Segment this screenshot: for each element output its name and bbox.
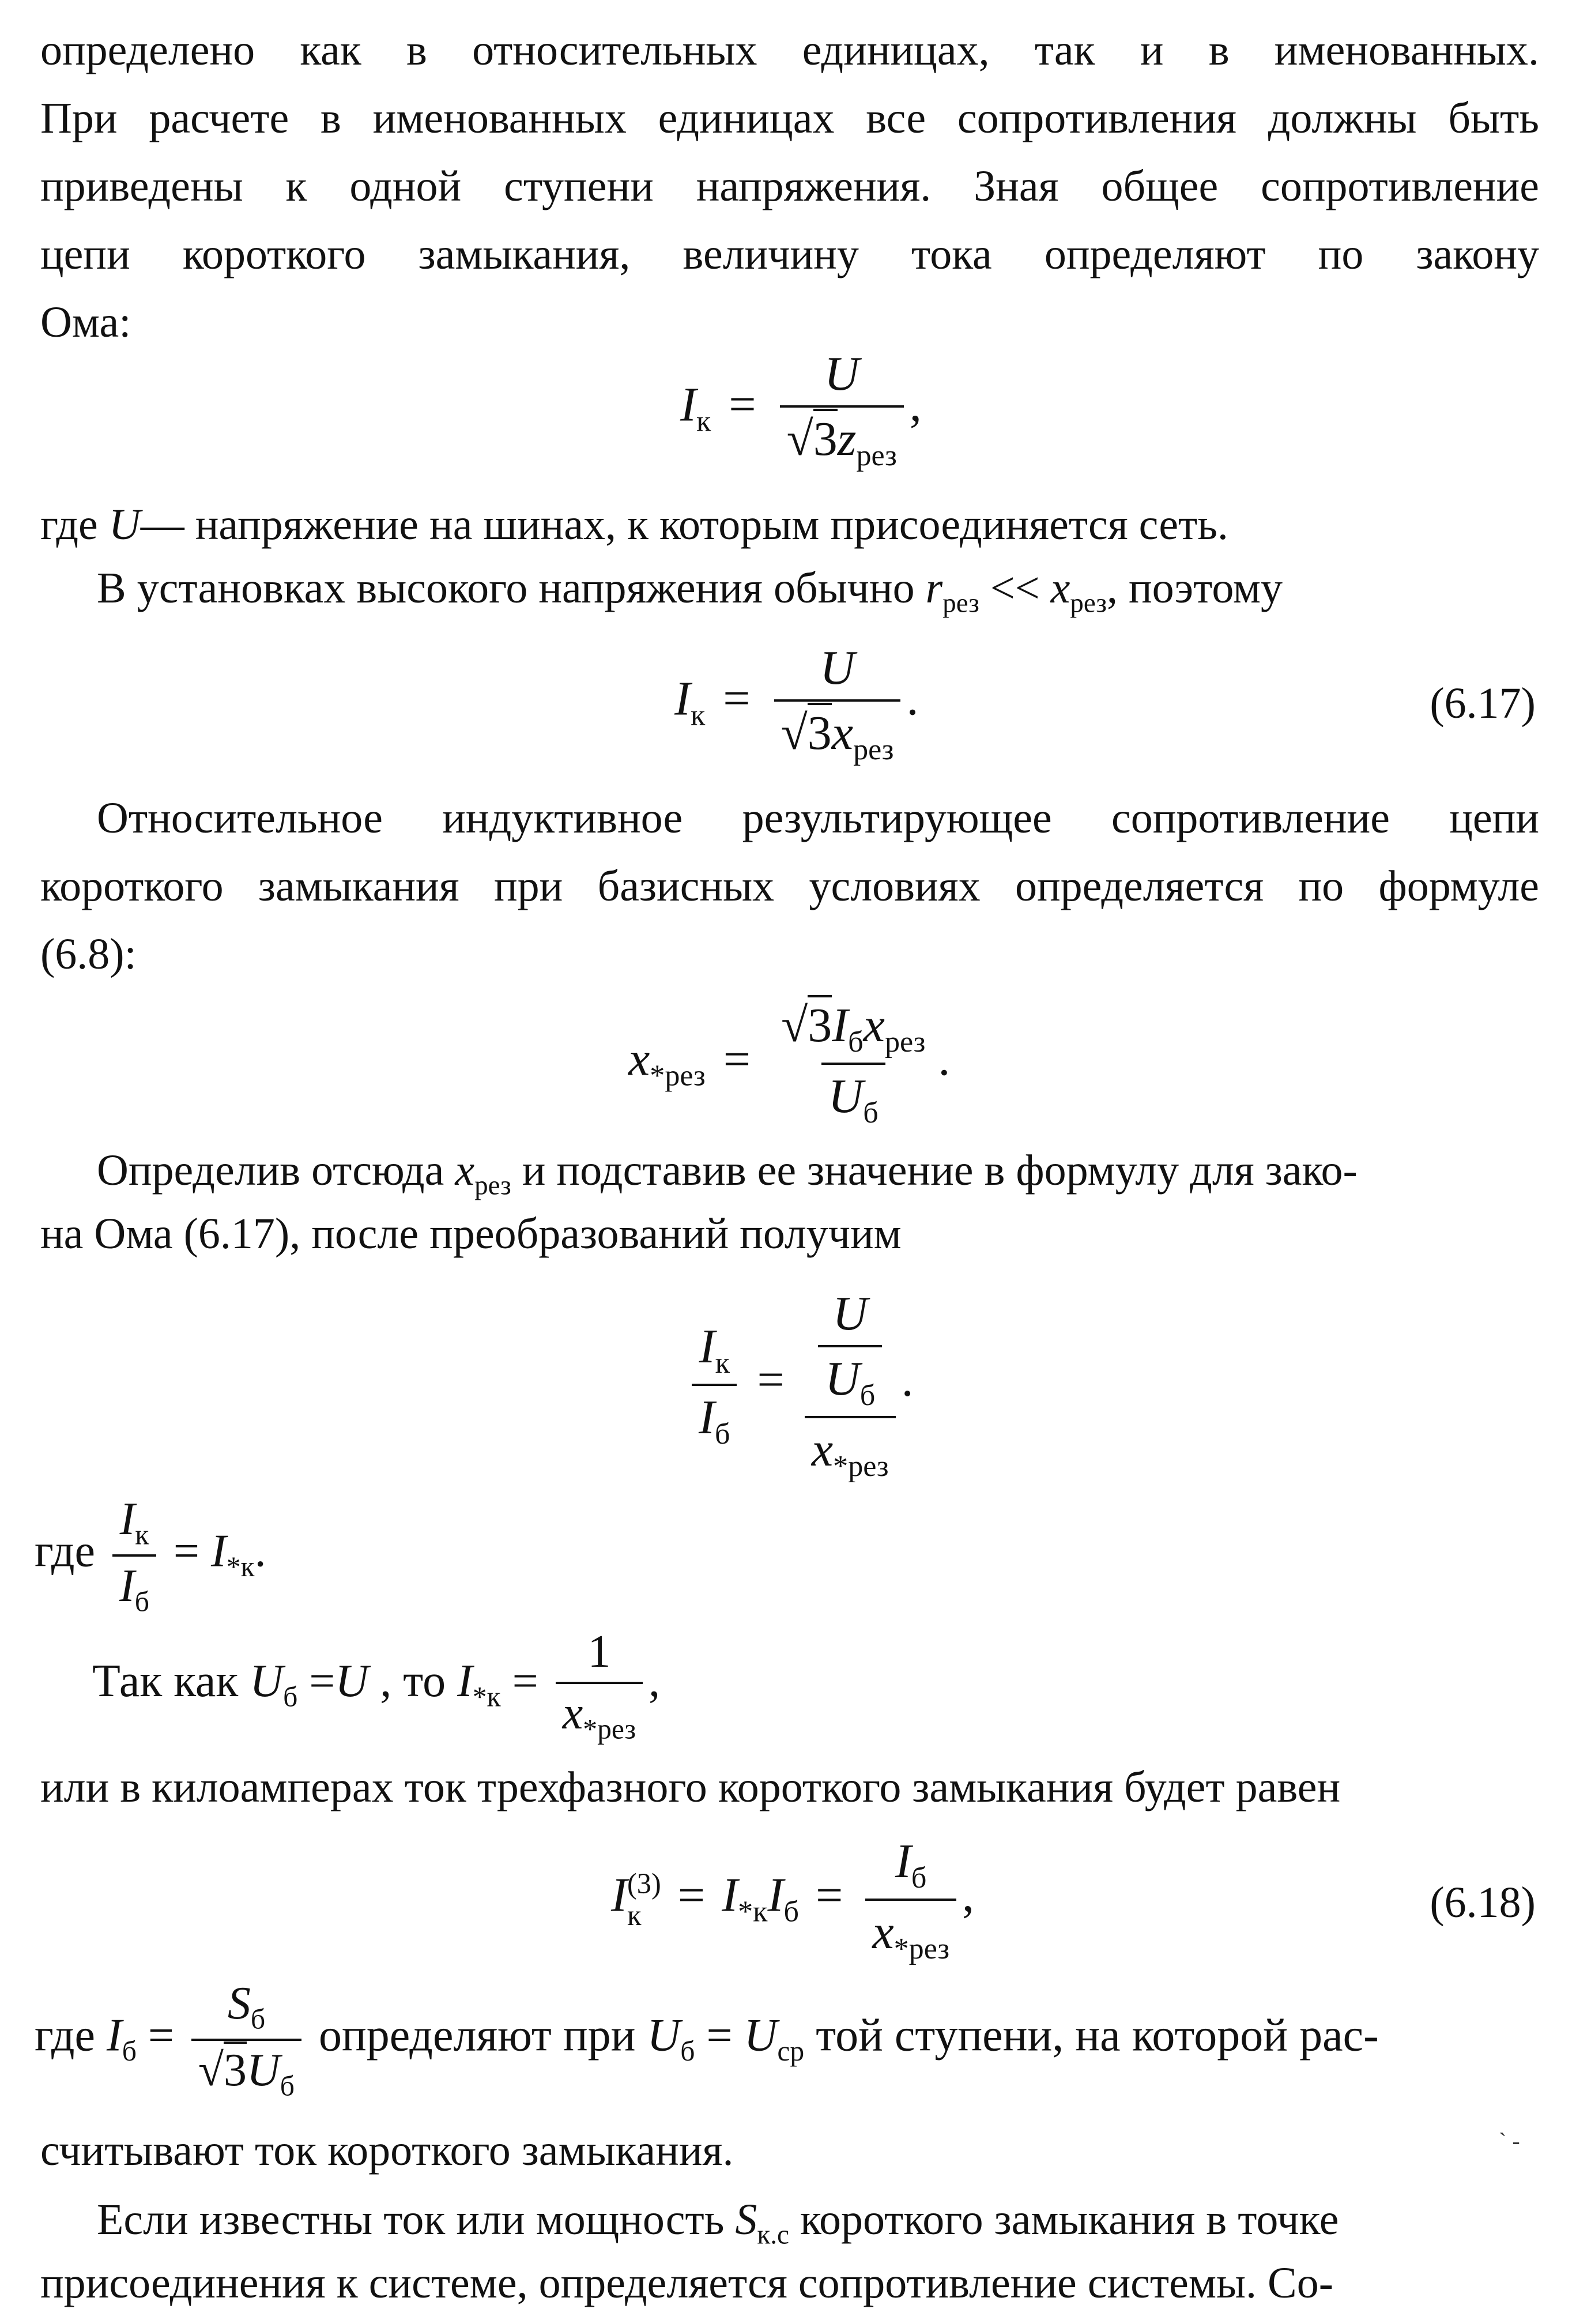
formula-symbol: S (735, 2195, 757, 2244)
formula-symbol: U (832, 1287, 868, 1340)
formula-6-17: $I_к$ = $\frac{U}{√3x_{рез}}$ . (674, 641, 919, 767)
formula-subscript: *рез (583, 1713, 636, 1745)
formula-symbol: r (925, 564, 943, 612)
formula-symbol: I (895, 1835, 911, 1888)
formula-subscript: рез (884, 1026, 926, 1059)
formula-subscript: к (696, 405, 711, 438)
formula-symbol: U (335, 1656, 369, 1707)
formula-symbol: U (820, 641, 855, 695)
formula-compound-fraction (805, 1286, 896, 1483)
formula-superscript: (3) (627, 1867, 661, 1900)
paragraph-intro (40, 16, 1539, 356)
formula-symbol: I (119, 1561, 135, 1612)
formula-subscript: б (859, 1379, 876, 1413)
formula-subscript: к (627, 1899, 642, 1932)
formula-number: 1 (587, 1626, 611, 1677)
formula-punct: , (649, 1656, 661, 1707)
text-line: (6.8): (40, 930, 137, 978)
formula-subscript: рез (474, 1170, 511, 1201)
formula-symbol: I (699, 1390, 715, 1444)
formula-symbol: x (831, 706, 854, 760)
formula-subscript: рез (856, 439, 897, 473)
formula-subscript: к (690, 699, 706, 732)
formula-ratio: $\frac{I_к}{I_б}$ = $\frac{\frac{U}{U_б}}{x_{*рез}}$ . (686, 1286, 914, 1483)
formula-symbol: x (455, 1146, 475, 1195)
paragraph-relative-reactance (40, 784, 1539, 988)
paragraph-system-line1 (97, 2191, 1339, 2263)
text-run: Если известны ток или мощность (97, 2195, 725, 2244)
paragraph-derivation-line1 (97, 1142, 1358, 1214)
text-run: той ступени, на которой рас- (816, 2010, 1379, 2061)
formula-subscript: б (848, 1026, 864, 1059)
formula-symbol: z (837, 412, 857, 466)
formula-subscript: б (911, 1862, 927, 1895)
formula-subscript: *рез (893, 1933, 950, 1966)
formula-symbol: x (863, 999, 885, 1052)
formula-fraction: $\frac{U}{√3x_{рез}}$ (774, 640, 901, 767)
formula-subscript: *к (472, 1681, 501, 1713)
paragraph-so-as: Так как $U_б =U$ , то $I_{*к}$ = $\frac{1}{x_{*рез}}$ , (92, 1626, 661, 1745)
formula-radicand: 3 (224, 2041, 247, 2096)
text-run: — напряжение на шинах, к которым присоединяется сеть. (140, 500, 1228, 549)
formula-symbol: I (699, 1319, 715, 1373)
formula-subscript: б (250, 2003, 266, 2035)
formula-fraction (865, 1833, 956, 1966)
formula-subscript: б (134, 1585, 149, 1618)
text-run: и подставив ее значение в формулу для зако- (522, 1146, 1358, 1195)
formula-symbol: U (828, 1069, 864, 1124)
formula-symbol: I (680, 378, 696, 432)
formula-symbol: x (1050, 564, 1070, 612)
paragraph-where-ib-cont: считывают ток короткого замыкания. (40, 2126, 734, 2175)
formula-fraction: $\frac{S_б}{√3U_б}$ (191, 1978, 301, 2103)
formula-symbol: I (107, 2010, 122, 2061)
text-run: Так как (92, 1656, 239, 1707)
paragraph-where-ib: где $I_б$ = $\frac{S_б}{√3U_б}$ определяют при $U_б = U_{ср}$ той ступени, на которой рас- (35, 1978, 1379, 2102)
text-run: В установках высокого напряжения обычно (97, 564, 915, 612)
text-line: цепи короткого замыкания, величину тока определяют по закону (40, 230, 1539, 278)
text-where: где (35, 2010, 96, 2061)
formula-symbol: I (722, 1868, 738, 1922)
formula-subscript: *рез (833, 1450, 889, 1483)
paragraph-high-voltage (97, 559, 1283, 632)
formula-subscript: *рез (650, 1059, 706, 1093)
formula-symbol: I (457, 1656, 473, 1707)
formula-punct: , (962, 1868, 975, 1922)
formula-symbol: S (227, 1978, 251, 2029)
text-line: приведены к одной ступени напряжения. Зная общее сопротивление (40, 162, 1539, 210)
formula-subscript: рез (1070, 588, 1107, 619)
formula-subscript: ср (777, 2035, 805, 2067)
paragraph-where-ratio: где $\frac{I_к}{I_б}$ = $I_{*к}$. (35, 1494, 266, 1618)
equation-number: (6.17) (1430, 679, 1536, 728)
formula-subscript: *к (738, 1895, 768, 1928)
formula-symbol: I (674, 672, 691, 726)
formula-punct: . (938, 1032, 951, 1086)
text-run: , то (380, 1656, 446, 1707)
formula-ohm-law-z: $I_к$ = $\frac{U}{√3z_{рез}}$ , (680, 347, 922, 473)
formula-symbol: U (824, 347, 859, 401)
formula-subscript: б (283, 1681, 298, 1713)
formula-fraction: $\frac{U}{√3z_{рез}}$ (780, 346, 904, 473)
scan-mark: ` - (1499, 2128, 1520, 2154)
formula-relative-x: $x_{*рез}$ = $\frac{√3I_бx_{рез}}{U_б}$ . (628, 997, 950, 1130)
formula-symbol: U (250, 1656, 284, 1707)
formula-subscript: б (122, 2035, 137, 2067)
formula-symbol: x (628, 1032, 650, 1086)
formula-symbol: x (872, 1905, 894, 1960)
formula-subscript: б (863, 1097, 879, 1130)
formula-subscript: к.с (757, 2220, 789, 2250)
formula-symbol: I (119, 1494, 135, 1545)
formula-punct: . (906, 672, 919, 726)
formula-subscript: б (680, 2035, 695, 2067)
formula-subscript: рез (853, 733, 894, 767)
paragraph-system-line2: присоединения к системе, определяется сопротивление системы. Со- (40, 2259, 1334, 2307)
text-line: Относительное индуктивное результирующее сопротивление цепи (97, 794, 1539, 842)
formula-symbol: U (647, 2010, 681, 2061)
text-line: короткого замыкания при базисных условиях определяется по формуле (40, 862, 1539, 910)
formula-fraction: $\frac{√3I_бx_{рез}}{U_б}$ (774, 997, 932, 1130)
text-where: где (35, 1526, 96, 1577)
formula-radicand: 3 (813, 409, 838, 466)
text-run: определяют при (318, 2010, 636, 2061)
text-line: При расчете в именованных единицах все сопротивления должны быть (40, 94, 1539, 142)
formula-subscript: к (135, 1519, 149, 1551)
formula-operator: << (990, 564, 1040, 612)
formula-fraction (692, 1319, 737, 1451)
formula-subscript: б (714, 1417, 730, 1451)
text-line: определено как в относительных единицах, так и в именованных. (40, 26, 1539, 74)
formula-symbol: x (811, 1423, 834, 1477)
formula-fraction (556, 1626, 643, 1745)
formula-symbol: U (246, 2045, 280, 2096)
equation-number: (6.18) (1430, 1878, 1536, 1927)
formula-symbol: U (744, 2010, 778, 2061)
paragraph-where-u (40, 496, 1228, 553)
formula-symbol: I (611, 1868, 627, 1922)
formula-symbol: x (562, 1688, 583, 1739)
formula-radicand: 3 (808, 995, 832, 1052)
formula-subscript: б (280, 2070, 295, 2102)
formula-subscript: рез (942, 588, 979, 619)
formula-symbol: I (211, 1526, 227, 1577)
text-run: короткого замыкания в точке (800, 2195, 1339, 2244)
formula-symbol: I (832, 999, 849, 1052)
text-run: , поэтому (1106, 564, 1283, 612)
text-line: Ома: (40, 298, 131, 346)
formula-symbol: U (108, 500, 141, 549)
paragraph-kiloamperes: или в килоамперах ток трехфазного короткого замыкания будет равен (40, 1763, 1341, 1811)
formula-radicand: 3 (808, 703, 832, 760)
paragraph-derivation-line2: на Ома (6.17), после преобразований получим (40, 1210, 902, 1258)
formula-subscript: к (715, 1346, 730, 1380)
formula-punct: . (901, 1353, 914, 1407)
formula-punct: . (254, 1526, 266, 1577)
text-run: Определив отсюда (97, 1146, 444, 1195)
formula-symbol: I (767, 1868, 784, 1922)
formula-subscript: б (783, 1895, 799, 1928)
formula-symbol: U (825, 1352, 860, 1406)
formula-subscript: *к (226, 1551, 255, 1583)
formula-punct: , (909, 378, 922, 432)
formula-fraction (112, 1493, 156, 1618)
formula-6-18: I (3) к = $I_{*к}I_б$ = $\frac{I_б}{x_{*рез}}$ , (611, 1835, 975, 1966)
text-where: где (40, 500, 98, 549)
